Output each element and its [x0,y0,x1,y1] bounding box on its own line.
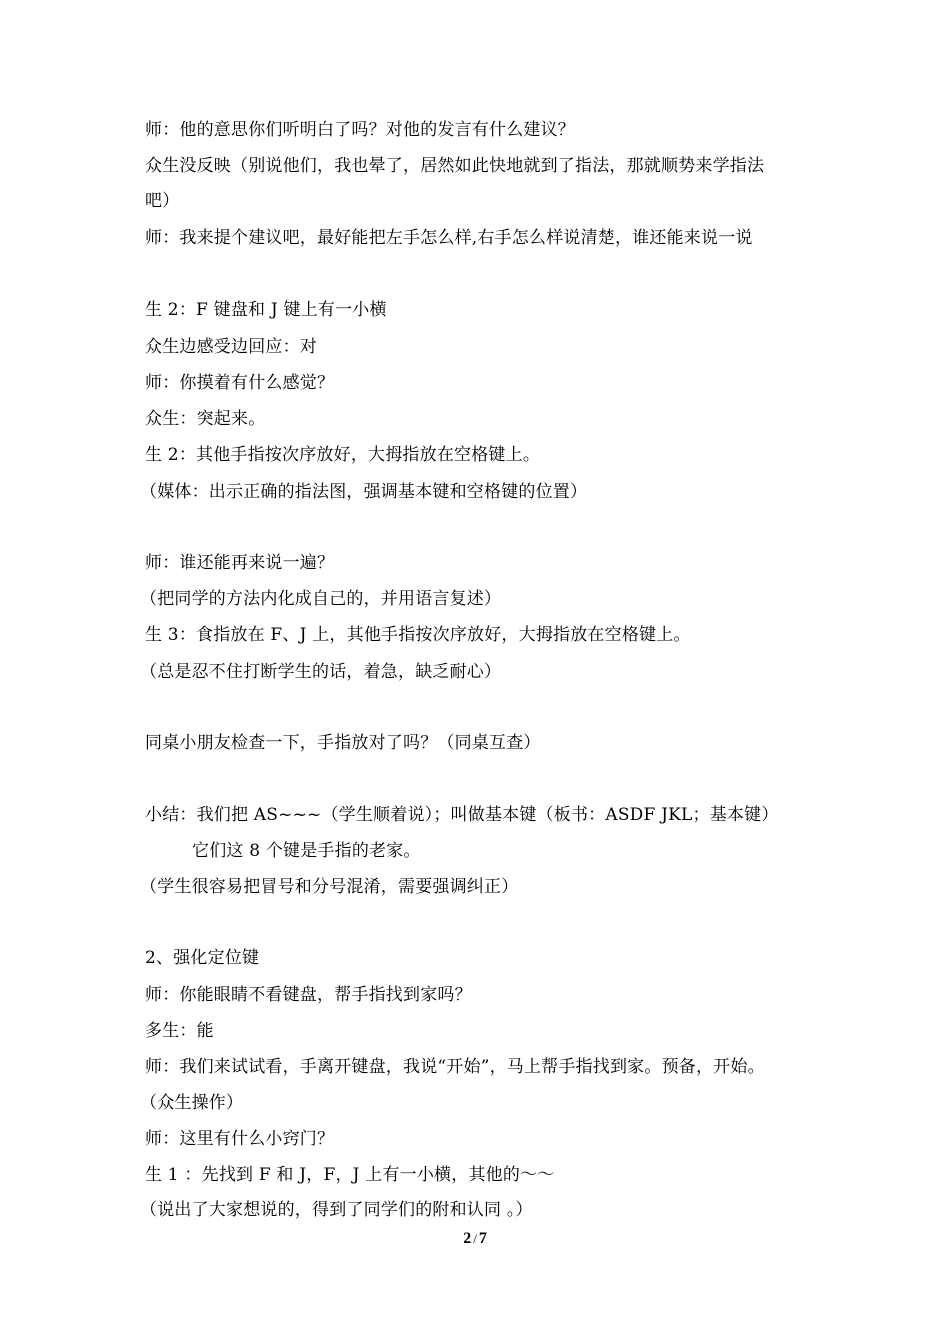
text-line: 小结：我们把 AS~~~（学生顺着说）；叫做基本键（板书：ASDF JKL；基本键） [145,805,779,825]
text-line: 师：这里有什么小窍门？ [145,1129,335,1149]
total-pages: 7 [478,1230,487,1247]
page-separator: / [473,1231,477,1246]
text-line: 它们这 8 个键是手指的老家。 [192,841,421,861]
text-line: 众生边感受边回应：对 [145,337,317,357]
text-line: 师：谁还能再来说一遍？ [145,553,335,573]
text-line: 师：我们来试试看，手离开键盘，我说“开始”，马上帮手指找到家。预备，开始。 [145,1057,765,1077]
current-page: 2 [463,1230,472,1247]
text-line: （众生操作） [140,1093,244,1113]
text-line: （学生很容易把冒号和分号混淆，需要强调纠正） [140,877,519,897]
text-line: 生 1 ：先找到 F 和 J，F，J 上有一小横，其他的～～ [145,1165,555,1185]
text-line: 生 3：食指放在 F、J 上，其他手指按次序放好，大拇指放在空格键上。 [145,625,691,645]
text-line: 吧） [145,191,180,211]
text-line: （总是忍不住打断学生的话，着急，缺乏耐心） [140,662,502,682]
text-line: 生 2：F 键盘和 J 键上有一小横 [145,300,387,320]
page-number [0,1229,950,1249]
section-heading: 2、强化定位键 [145,948,260,968]
text-line: （说出了大家想说的，得到了同学们的附和认同 。） [140,1200,533,1220]
text-line: 师：我来提个建议吧，最好能把左手怎么样,右手怎么样说清楚，谁还能来说一说 [145,228,753,248]
text-line: 众生：突起来。 [145,409,266,429]
text-line: 师：他的意思你们听明白了吗？对他的发言有什么建议？ [145,120,575,140]
text-line: 师：你能眼睛不看键盘，帮手指找到家吗？ [145,985,472,1005]
text-line: 师：你摸着有什么感觉？ [145,373,335,393]
text-line: （媒体：出示正确的指法图，强调基本键和空格键的位置） [140,482,588,502]
text-line: 众生没反映（别说他们，我也晕了，居然如此快地就到了指法，那就顺势来学指法 [145,156,765,176]
text-line: （把同学的方法内化成自己的，并用语言复述） [140,589,502,609]
text-line: 生 2：其他手指按次序放好，大拇指放在空格键上。 [145,445,541,465]
text-line: 多生：能 [145,1021,214,1041]
text-line: 同桌小朋友检查一下，手指放对了吗？（同桌互查） [145,733,541,753]
